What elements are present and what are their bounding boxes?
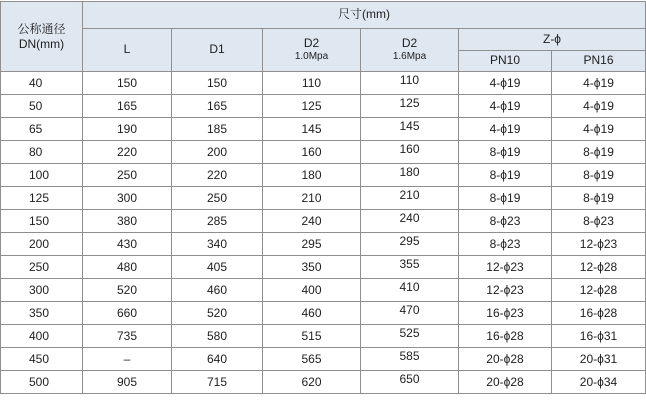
cell-l: 430 (83, 233, 172, 256)
cell-d2-1-6mpa (361, 141, 459, 164)
cell-dn: 450 (1, 348, 83, 371)
cell-pn16: 16-ϕ31 (552, 325, 646, 348)
cell-pn10: 4-ϕ19 (459, 95, 552, 118)
cell-d1: 200 (172, 141, 263, 164)
cell-d2-1-0mpa: 460 (263, 302, 361, 325)
cell-dn: 150 (1, 210, 83, 233)
cell-l: 660 (83, 302, 172, 325)
cell-d2-1-6mpa-value: 295 (399, 234, 420, 248)
cell-d1: 285 (172, 210, 263, 233)
table-row (1, 187, 646, 210)
cell-l: 165 (83, 95, 172, 118)
cell-d2-1-0mpa: 125 (263, 95, 361, 118)
cell-pn10: 12-ϕ23 (459, 279, 552, 302)
cell-d2-1-0mpa: 565 (263, 348, 361, 371)
cell-pn10: 12-ϕ23 (459, 256, 552, 279)
cell-pn10: 20-ϕ28 (459, 348, 552, 371)
cell-d2-1-6mpa-value: 240 (399, 211, 420, 225)
cell-d2-1-0mpa: 180 (263, 164, 361, 187)
cell-d2-1-0mpa: 145 (263, 118, 361, 141)
col-header-d2-1-0mpa (263, 29, 361, 72)
header-row-1 (1, 2, 646, 29)
cell-d2-1-6mpa-value: 160 (399, 142, 420, 156)
col-header-pn10: PN10 (459, 51, 552, 72)
cell-d2-1-6mpa (361, 164, 459, 187)
cell-pn10: 8-ϕ23 (459, 233, 552, 256)
cell-d2-1-0mpa: 350 (263, 256, 361, 279)
cell-dn: 400 (1, 325, 83, 348)
cell-d1: 220 (172, 164, 263, 187)
cell-d2-1-6mpa-value: 110 (399, 73, 420, 87)
cell-l: 905 (83, 371, 172, 394)
table-row (1, 279, 646, 302)
cell-d1: 640 (172, 348, 263, 371)
z-phi-group-header: Z-ϕ (459, 29, 646, 51)
dimension-table (0, 1, 646, 394)
cell-d2-1-6mpa (361, 118, 459, 141)
cell-dn: 350 (1, 302, 83, 325)
cell-d2-1-6mpa (361, 279, 459, 302)
cell-pn16: 8-ϕ19 (552, 187, 646, 210)
cell-pn16: 4-ϕ19 (552, 118, 646, 141)
cell-pn16: 8-ϕ23 (552, 210, 646, 233)
cell-pn16: 12-ϕ28 (552, 279, 646, 302)
cell-d1: 185 (172, 118, 263, 141)
cell-d1: 150 (172, 72, 263, 95)
table-row (1, 233, 646, 256)
dn-header-cell (1, 2, 83, 72)
cell-d2-1-6mpa-value: 180 (399, 165, 420, 179)
cell-dn: 80 (1, 141, 83, 164)
col-header-l: L (83, 29, 172, 72)
cell-pn10: 8-ϕ19 (459, 141, 552, 164)
cell-d2-1-6mpa (361, 302, 459, 325)
cell-d1: 340 (172, 233, 263, 256)
col-header-d2-1-6mpa-pressure: 1.6Mpa (392, 51, 427, 63)
cell-d2-1-0mpa: 160 (263, 141, 361, 164)
cell-d2-1-6mpa (361, 95, 459, 118)
cell-d2-1-6mpa-value: 125 (399, 96, 420, 110)
cell-d2-1-6mpa-value: 145 (399, 119, 420, 133)
col-header-d2-1-6mpa-label: D2 (401, 36, 418, 51)
cell-d2-1-6mpa-value: 355 (399, 257, 420, 271)
cell-d1: 250 (172, 187, 263, 210)
cell-d2-1-6mpa-value: 470 (399, 303, 420, 317)
col-header-d1: D1 (172, 29, 263, 72)
cell-d2-1-6mpa (361, 256, 459, 279)
cell-pn10: 16-ϕ23 (459, 302, 552, 325)
cell-d2-1-6mpa-value: 525 (399, 326, 420, 340)
cell-pn10: 20-ϕ28 (459, 371, 552, 394)
col-header-d2-1-0mpa-pressure: 1.0Mpa (294, 51, 329, 63)
cell-d2-1-0mpa: 240 (263, 210, 361, 233)
cell-d1: 460 (172, 279, 263, 302)
cell-d1: 405 (172, 256, 263, 279)
cell-dn: 200 (1, 233, 83, 256)
cell-pn10: 4-ϕ19 (459, 72, 552, 95)
cell-dn: 100 (1, 164, 83, 187)
col-header-d2-1-0mpa-label: D2 (303, 36, 320, 51)
cell-l: 250 (83, 164, 172, 187)
cell-d2-1-0mpa: 295 (263, 233, 361, 256)
cell-pn10: 8-ϕ19 (459, 187, 552, 210)
dn-header-label: 公称通径 (17, 22, 66, 37)
table-row (1, 118, 646, 141)
cell-pn16: 20-ϕ34 (552, 371, 646, 394)
cell-pn10: 16-ϕ28 (459, 325, 552, 348)
dimension-group-header: 尺寸(mm) (83, 2, 646, 29)
table-row (1, 164, 646, 187)
table-row (1, 95, 646, 118)
cell-l: 190 (83, 118, 172, 141)
cell-d2-1-6mpa (361, 210, 459, 233)
cell-dn: 500 (1, 371, 83, 394)
cell-d2-1-6mpa (361, 371, 459, 394)
cell-l: 300 (83, 187, 172, 210)
cell-dn: 125 (1, 187, 83, 210)
table-row (1, 371, 646, 394)
cell-l: 480 (83, 256, 172, 279)
cell-pn16: 4-ϕ19 (552, 72, 646, 95)
cell-d2-1-6mpa-value: 650 (399, 372, 420, 386)
cell-dn: 40 (1, 72, 83, 95)
cell-l: 380 (83, 210, 172, 233)
col-header-d2-1-6mpa (361, 29, 459, 72)
cell-pn16: 8-ϕ19 (552, 141, 646, 164)
cell-pn16: 4-ϕ19 (552, 95, 646, 118)
cell-d2-1-0mpa: 620 (263, 371, 361, 394)
cell-pn10: 8-ϕ19 (459, 164, 552, 187)
cell-d2-1-6mpa (361, 72, 459, 95)
cell-d2-1-6mpa-value: 585 (399, 349, 420, 363)
table-row (1, 72, 646, 95)
table-row (1, 325, 646, 348)
cell-l: 220 (83, 141, 172, 164)
table-row (1, 141, 646, 164)
cell-d1: 165 (172, 95, 263, 118)
cell-l: 520 (83, 279, 172, 302)
cell-dn: 300 (1, 279, 83, 302)
cell-d2-1-0mpa: 110 (263, 72, 361, 95)
cell-d1: 580 (172, 325, 263, 348)
cell-l: 150 (83, 72, 172, 95)
cell-dn: 250 (1, 256, 83, 279)
cell-d2-1-0mpa: 515 (263, 325, 361, 348)
cell-d2-1-6mpa (361, 325, 459, 348)
cell-d2-1-6mpa (361, 187, 459, 210)
dn-header-unit: DN(mm) (18, 36, 65, 51)
cell-d2-1-6mpa-value: 210 (399, 188, 420, 202)
table-row (1, 256, 646, 279)
cell-pn16: 16-ϕ28 (552, 302, 646, 325)
table-row (1, 302, 646, 325)
cell-pn16: 20-ϕ31 (552, 348, 646, 371)
table-body (1, 72, 646, 394)
cell-l: 735 (83, 325, 172, 348)
cell-pn10: 4-ϕ19 (459, 118, 552, 141)
cell-pn10: 8-ϕ23 (459, 210, 552, 233)
cell-l: – (83, 348, 172, 371)
cell-d2-1-0mpa: 400 (263, 279, 361, 302)
cell-d2-1-6mpa (361, 348, 459, 371)
cell-d1: 715 (172, 371, 263, 394)
cell-pn16: 12-ϕ23 (552, 233, 646, 256)
cell-dn: 65 (1, 118, 83, 141)
table-row (1, 210, 646, 233)
table-header (1, 2, 646, 72)
cell-d2-1-0mpa: 210 (263, 187, 361, 210)
col-header-pn16: PN16 (552, 51, 646, 72)
cell-d1: 520 (172, 302, 263, 325)
cell-d2-1-6mpa-value: 410 (399, 280, 420, 294)
cell-dn: 50 (1, 95, 83, 118)
cell-pn16: 12-ϕ28 (552, 256, 646, 279)
table-row (1, 348, 646, 371)
cell-d2-1-6mpa (361, 233, 459, 256)
cell-pn16: 8-ϕ19 (552, 164, 646, 187)
header-row-2 (1, 29, 646, 51)
